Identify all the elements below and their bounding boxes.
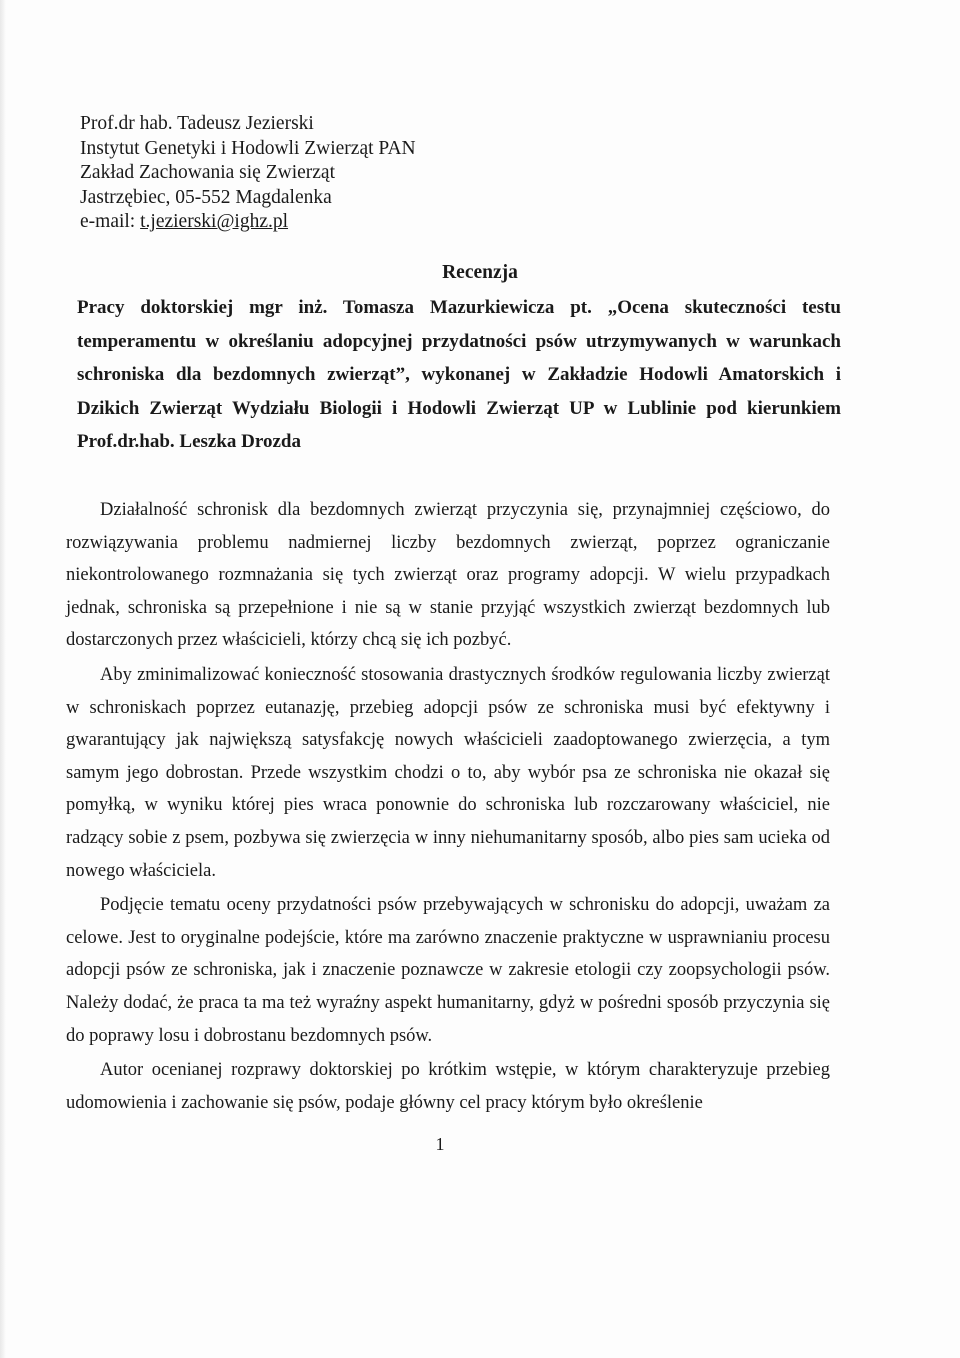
body-paragraph: Aby zminimalizować konieczność stosowania drastycznych środków regulowania liczby zwierząt w schroniskach poprzez eutanazję, przebieg adopcji psów ze schroniska musi być efektywny i gwarantujący jak największą satysfakcję nowych właścicieli zaadoptowanego zwierzęcia, a tym samym jego dobrostan. Przede wszystkim chodzi o to, aby wybór psa ze schroniska nie okazał się pomyłką, w wyniku której pies wraca ponownie do schroniska lub rozczarowany właściciel, nie radzący sobie z psem, pozbywa się zwierzęcia w inny niehumanitarny sposób, albo pies sam ucieka od nowego właściciela. — [66, 664, 830, 881]
body-paragraph: Działalność schronisk dla bezdomnych zwierząt przyczynia się, przynajmniej częściowo, do rozwiązywania problemu nadmiernej liczby bezdomnych zwierząt, poprzez ograniczanie niekontrolowanego rozmnażania się tych zwierząt oraz programy adopcji. W wielu przypadkach jednak, schroniska są przepełnione i nie są w stanie przyjąć wszystkich zwierząt bezdomnych lub dostarczonych przez właścicieli, którzy chcą się ich pozbyć. — [66, 500, 830, 651]
reviewer-email-line — [80, 210, 416, 235]
document-title: Recenzja — [442, 262, 518, 283]
reviewer-name: Prof.dr hab. Tadeusz Jezierski — [80, 113, 314, 134]
review-body — [66, 494, 830, 1119]
reviewer-address: Jastrzębiec, 05-552 Magdalenka — [80, 186, 332, 208]
body-paragraph: Podjęcie tematu oceny przydatności psów przebywających w schronisku do adopcji, uważam za celowe. Jest to oryginalne podejście, które ma zarówno znaczenie praktyczne w usprawnianiu procesu adopcji psów ze schroniska, jak i znaczenie poznawcze w zakresie etologii czy zoopsychologii psów. Należy dodać, że praca ta ma też wyraźny aspekt humanitarny, gdyż w pośredni sposób przyczynia się do poprawy losu i dobrostanu bezdomnych psów. — [66, 895, 830, 1046]
email-label: e-mail: — [80, 211, 141, 232]
reviewer-department: Zakład Zachowania się Zwierząt — [80, 162, 335, 183]
review-subject: Pracy doktorskiej mgr inż. Tomasza Mazurkiewicza pt. „Ocena skuteczności testu temperamentu w określaniu adopcyjnej przydatności psów utrzymywanych w warunkach schroniska dla bezdomnych zwierząt”, wykonanej w Zakładzie Hodowli Amatorskich i Dzikich Zwierząt Wydziału Biologii i Hodowli Zwierząt UP w Lublinie pod kierunkiem Prof.dr.hab. Leszka Drozda — [77, 297, 841, 452]
body-paragraph: Autor ocenianej rozprawy doktorskiej po krótkim wstępie, w którym charakteryzuje przebieg udomowienia i zachowanie się psów, podaje główny cel pracy którym było określenie — [66, 1060, 830, 1113]
reviewer-institute: Instytut Genetyki i Hodowli Zwierząt PAN — [80, 137, 416, 159]
page-number: 1 — [435, 1134, 445, 1154]
email-link[interactable]: t.jezierski@ighz.pl — [140, 211, 289, 232]
reviewer-address-block — [80, 112, 416, 235]
